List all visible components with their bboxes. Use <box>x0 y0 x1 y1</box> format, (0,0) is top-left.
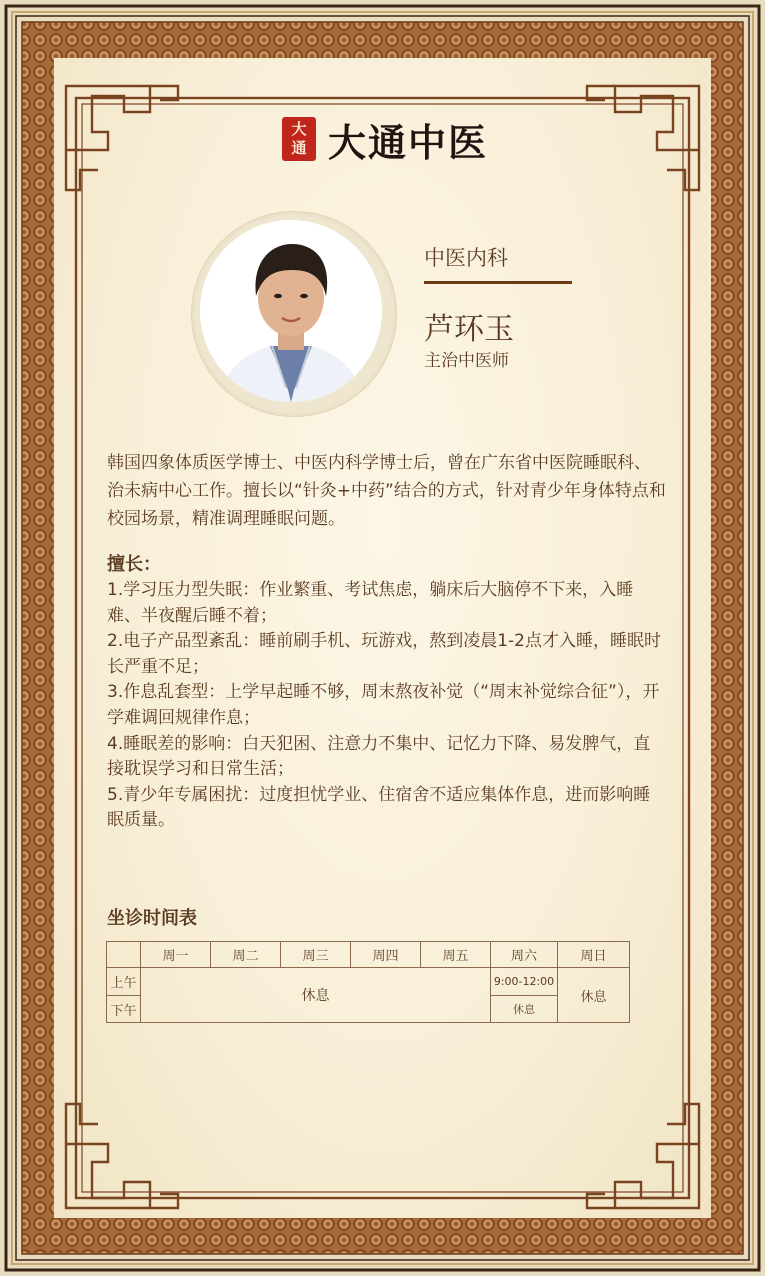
doctor-introduction: 韩国四象体质医学博士、中医内科学博士后，曾在广东省中医院睡眠科、治未病中心工作。擅长以“针灸+中药”结合的方式，针对青少年身体特点和校园场景，精准调理睡眠问题。 <box>107 453 666 529</box>
specialty-item: 4.睡眠差的影响：白天犯困、注意力不集中、记忆力下降、易发脾气，直接耽误学习和日常生活； <box>107 733 651 780</box>
seal-stamp <box>282 117 316 161</box>
specialty-item: 1.学习压力型失眠：作业繁重、考试焦虑，躺床后大脑停不下来，入睡难、半夜醒后睡不着； <box>107 580 634 626</box>
day-header: 周六 <box>491 942 558 968</box>
department-label: 中医内科 <box>424 246 508 270</box>
doctor-title: 主治中医师 <box>424 351 509 371</box>
sunday-status: 休息 <box>558 968 630 1023</box>
day-header: 周四 <box>351 942 421 968</box>
schedule-table <box>106 941 630 1023</box>
seal-char-1: 大 <box>291 120 307 138</box>
brand-name: 大通中医 <box>328 119 489 165</box>
doctor-portrait-illustration <box>200 220 382 402</box>
corner-cell <box>107 942 141 968</box>
day-header: 周一 <box>141 942 211 968</box>
row-label-afternoon: 下午 <box>107 996 141 1023</box>
specialty-item: 5.青少年专属困扰：过度担忧学业、住宿舍不适应集体作息，进而影响睡眠质量。 <box>107 784 651 831</box>
seal-char-2: 通 <box>291 139 307 157</box>
specialty-heading: 擅长： <box>107 554 161 575</box>
schedule-heading: 坐诊时间表 <box>107 908 197 929</box>
day-header: 周三 <box>281 942 351 968</box>
row-label-morning: 上午 <box>107 968 141 996</box>
schedule-header-row <box>107 942 630 968</box>
day-header: 周五 <box>421 942 491 968</box>
specialty-item: 3.作息乱套型：上学早起睡不够，周末熬夜补觉（“周末补觉综合征”），开学难调回规律作息； <box>107 682 660 728</box>
day-header: 周二 <box>211 942 281 968</box>
specialty-list <box>107 578 667 834</box>
doctor-name: 芦环玉 <box>424 312 514 347</box>
weekday-status: 休息 <box>141 968 491 1023</box>
brand-logo <box>282 114 488 164</box>
specialty-item: 2.电子产品型紊乱：睡前刷手机、玩游戏，熬到凌晨1-2点才入睡，睡眠时长严重不足； <box>107 631 661 677</box>
day-header: 周日 <box>558 942 630 968</box>
saturday-afternoon-status: 休息 <box>491 996 558 1023</box>
saturday-morning-hours: 9:00-12:00 <box>491 968 558 996</box>
schedule-row-morning <box>107 968 630 996</box>
divider-line <box>424 281 572 284</box>
doctor-photo <box>200 220 382 402</box>
